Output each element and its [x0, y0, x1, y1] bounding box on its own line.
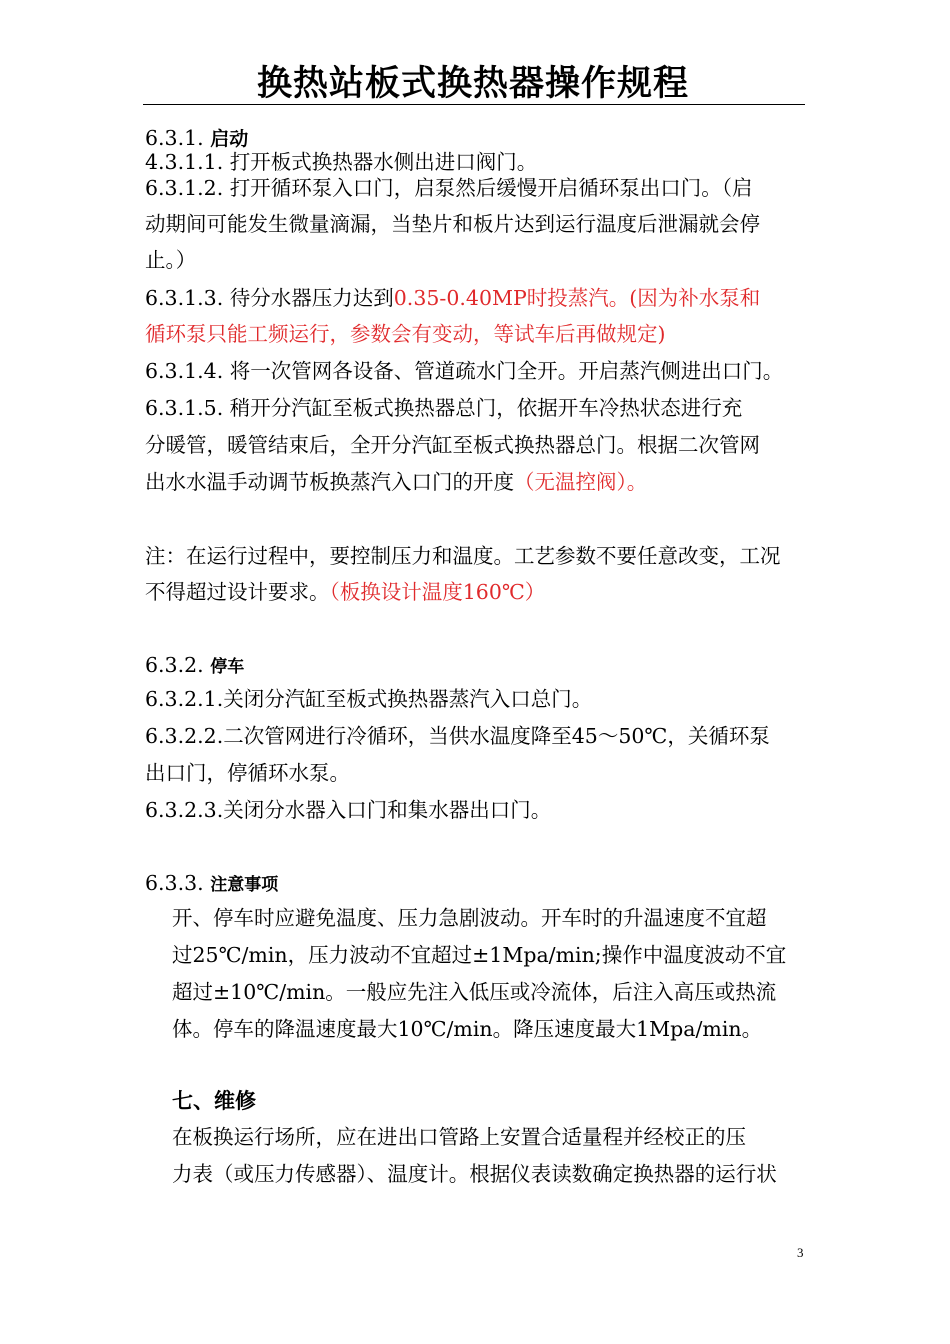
- precaution-line1: 开、停车时应避免温度、压力急剧波动。开车时的升温速度不宜超: [172, 906, 767, 930]
- highlighted-text: （无温控阀）。: [514, 470, 648, 494]
- step-6-3-1-2-line3: 止。）: [145, 248, 197, 272]
- note-line2: [145, 579, 545, 605]
- step-6-3-1-2-line1: 6.3.1.2. 打开循环泵入口门，启泵然后缓慢开启循环泵出口门。（启: [145, 176, 753, 200]
- step-6-3-1-3-line1: [145, 285, 760, 311]
- section-title: 停车: [210, 657, 245, 677]
- step-6-3-1-5-line1: 6.3.1.5. 稍开分汽缸至板式换热器总门，依据开车冷热状态进行充: [145, 396, 743, 420]
- step-6-3-1-3-line2: 循环泵只能工频运行，参数会有变动，等试车后再做规定): [145, 322, 666, 346]
- precaution-line2: 过25℃/min，压力波动不宜超过±1Mpa/min;操作中温度波动不宜: [172, 943, 787, 967]
- step-text: 出水水温手动调节板换蒸汽入口门的开度: [145, 470, 514, 494]
- document-title: 换热站板式换热器操作规程: [256, 64, 689, 104]
- step-6-3-2-1: 6.3.2.1.关闭分汽缸至板式换热器蒸汽入口总门。: [145, 687, 593, 711]
- note-line1: 注：在运行过程中，要控制压力和温度。工艺参数不要任意改变，工况: [145, 544, 781, 568]
- highlighted-text: （板换设计温度160℃）: [329, 580, 546, 604]
- note-text: 不得超过设计要求。: [145, 580, 330, 604]
- step-text: 6.3.1.3. 待分水器压力达到: [145, 286, 394, 310]
- step-6-3-1-2-line2: 动期间可能发生微量滴漏，当垫片和板片达到运行温度后泄漏就会停: [145, 212, 760, 236]
- step-6-3-2-2-line2: 出口门，停循环水泵。: [145, 761, 350, 785]
- section-title: 启动: [210, 128, 249, 150]
- maintenance-line1: 在板换运行场所，应在进出口管路上安置合适量程并经校正的压: [172, 1125, 746, 1149]
- section-7-heading: 七、维修: [172, 1089, 256, 1113]
- title-underline: [143, 104, 805, 105]
- section-number: 6.3.1.: [145, 126, 211, 150]
- step-6-3-1-4: 6.3.1.4. 将一次管网各设备、管道疏水门全开。开启蒸汽侧进出口门。: [145, 359, 784, 383]
- section-number: 6.3.2.: [145, 653, 211, 677]
- page-number: 3: [797, 1245, 804, 1260]
- section-6-3-3-heading: [145, 870, 278, 898]
- step-6-3-1-5-line3: [145, 469, 647, 495]
- step-4-3-1-1: 4.3.1.1. 打开板式换热器水侧出进口阀门。: [145, 150, 538, 174]
- section-number: 6.3.3.: [145, 871, 211, 895]
- highlighted-text: 0.35-0.40MP时投蒸汽。(因为补水泵和: [393, 286, 761, 310]
- precaution-line4: 体。停车的降温速度最大10℃/min。降压速度最大1Mpa/min。: [172, 1017, 763, 1041]
- step-6-3-1-5-line2: 分暖管，暖管结束后，全开分汽缸至板式换热器总门。根据二次管网: [145, 433, 760, 457]
- section-6-3-2-heading: [145, 652, 244, 680]
- section-title: 注意事项: [210, 875, 279, 895]
- step-6-3-2-2-line1: 6.3.2.2.二次管网进行冷循环，当供水温度降至45～50℃，关循环泵: [145, 724, 770, 748]
- section-6-3-1-heading: [145, 125, 248, 152]
- precaution-line3: 超过±10℃/min。一般应先注入低压或冷流体，后注入高压或热流: [172, 980, 777, 1004]
- maintenance-line2: 力表（或压力传感器）、温度计。根据仪表读数确定换热器的运行状: [172, 1162, 777, 1186]
- step-6-3-2-3: 6.3.2.3.关闭分水器入口门和集水器出口门。: [145, 798, 552, 822]
